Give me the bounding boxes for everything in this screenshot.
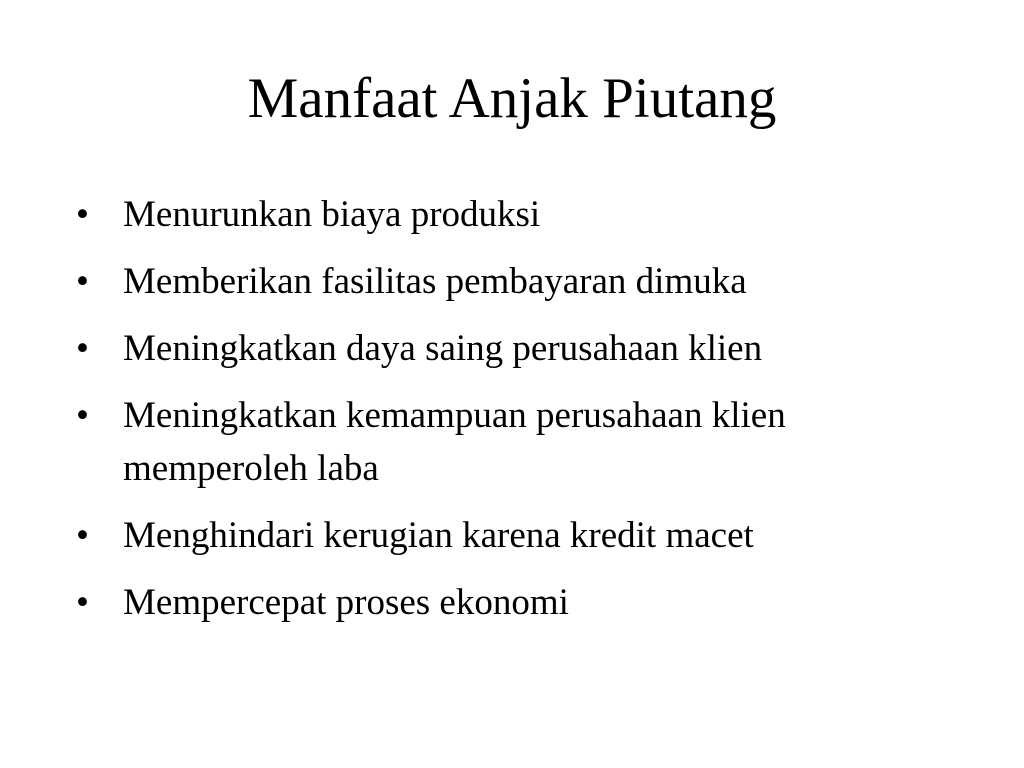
bullet-text: Menghindari kerugian karena kredit macet [123, 515, 754, 556]
bullet-marker-icon: • [76, 515, 89, 556]
bullet-marker-icon: • [76, 328, 89, 369]
bullet-item-4 [76, 389, 976, 495]
bullet-list [76, 188, 976, 643]
bullet-text: Memberikan fasilitas pembayaran dimuka [123, 261, 747, 302]
bullet-text: Meningkatkan kemampuan perusahaan klien memperoleh laba [123, 395, 786, 489]
bullet-item-3 [76, 322, 976, 375]
bullet-item-1 [76, 188, 976, 241]
bullet-text: Mempercepat proses ekonomi [123, 582, 569, 623]
bullet-item-6 [76, 576, 976, 629]
bullet-marker-icon: • [76, 395, 89, 436]
bullet-text: Meningkatkan daya saing perusahaan klien [123, 328, 763, 369]
bullet-text: Menurunkan biaya produksi [123, 194, 541, 235]
bullet-item-2 [76, 255, 976, 308]
bullet-marker-icon: • [76, 261, 89, 302]
bullet-item-5 [76, 509, 976, 562]
bullet-marker-icon: • [76, 582, 89, 623]
slide-title: Manfaat Anjak Piutang [247, 67, 777, 130]
bullet-marker-icon: • [76, 194, 89, 235]
